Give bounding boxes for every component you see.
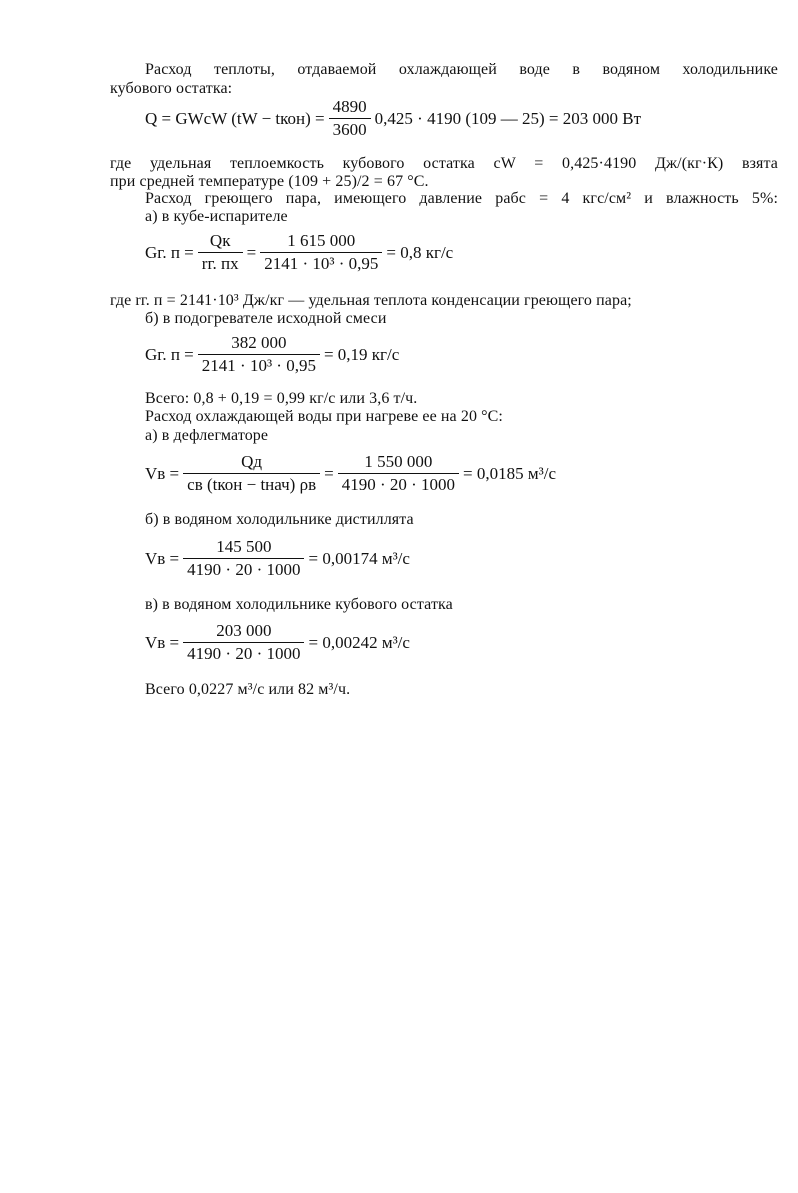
fraction <box>260 232 382 273</box>
paragraph-line: где rг. п = 2141·10³ Дж/кг — удельная теплота конденсации греющего пара; <box>110 292 632 309</box>
equation-lhs: Q = GWcW (tW − tкон) = <box>145 108 325 128</box>
paragraph-line: б) в подогревателе исходной смеси <box>145 310 387 327</box>
fraction-numerator: 1 615 000 <box>287 231 356 250</box>
fraction-numerator: 145 500 <box>216 537 272 556</box>
paragraph-line: а) в кубе-испарителе <box>145 208 288 225</box>
equation-rhs: = 0,19 кг/с <box>323 344 400 364</box>
paragraph-line: Расход охлаждающей воды при нагреве ее на 20 °С: <box>145 408 503 425</box>
paragraph-line: кубового остатка: <box>110 80 233 97</box>
fraction-denominator: 2141 · 10³ · 0,95 <box>260 252 382 273</box>
equation-water-dephlegmator <box>145 453 556 494</box>
fraction <box>198 334 320 375</box>
equation-heat-flow <box>145 98 641 139</box>
paragraph-line: Всего: 0,8 + 0,19 = 0,99 кг/с или 3,6 т/ч. <box>145 390 418 407</box>
paragraph-line: Расход теплоты, отдаваемой охлаждающей воде в водяном холодильнике <box>145 61 778 78</box>
fraction-denominator: rг. пx <box>198 252 243 273</box>
equation-lhs: Gг. п = <box>145 344 194 364</box>
fraction-numerator: 4890 <box>332 97 367 116</box>
equation-lhs: Gг. п = <box>145 242 194 262</box>
equation-water-bottoms <box>145 622 410 663</box>
equation-lhs: Vв = <box>145 463 180 483</box>
paragraph-line: а) в дефлегматоре <box>145 427 269 444</box>
fraction-numerator: Qк <box>209 231 231 250</box>
equation-equals: = <box>324 463 334 483</box>
fraction-denominator: 2141 · 10³ · 0,95 <box>198 354 320 375</box>
fraction <box>183 622 304 663</box>
equation-water-distillate <box>145 538 410 579</box>
fraction-denominator: 4190 · 20 · 1000 <box>338 473 459 494</box>
paragraph-line: б) в водяном холодильнике дистиллята <box>145 511 414 528</box>
paragraph-line: в) в водяном холодильнике кубового остатка <box>145 596 453 613</box>
equation-steam-reboiler <box>145 232 453 273</box>
fraction-denominator: 3600 <box>329 118 371 139</box>
fraction-numerator: 382 000 <box>231 333 287 352</box>
paragraph-line: при средней температуре (109 + 25)/2 = 67 °С. <box>110 173 429 190</box>
fraction <box>198 232 243 273</box>
fraction-denominator: 4190 · 20 · 1000 <box>183 642 304 663</box>
equation-lhs: Vв = <box>145 548 180 568</box>
fraction <box>338 453 459 494</box>
paragraph-line: Расход греющего пара, имеющего давление pабс = 4 кгс/см² и влажность 5%: <box>145 190 778 207</box>
fraction-numerator: Qд <box>241 452 263 471</box>
equation-rhs: = 0,0185 м³/с <box>463 463 556 483</box>
fraction <box>329 98 371 139</box>
paragraph-line: Всего 0,0227 м³/с или 82 м³/ч. <box>145 681 351 698</box>
fraction-denominator: 4190 · 20 · 1000 <box>183 558 304 579</box>
equation-lhs: Vв = <box>145 632 180 652</box>
fraction-denominator: cв (tкон − tнач) ρв <box>183 473 320 494</box>
equation-rhs: 0,425 · 4190 (109 — 25) = 203 000 Вт <box>374 108 641 128</box>
equation-rhs: = 0,00174 м³/с <box>308 548 410 568</box>
fraction-numerator: 1 550 000 <box>364 452 433 471</box>
equation-rhs: = 0,8 кг/с <box>386 242 454 262</box>
fraction-numerator: 203 000 <box>216 621 272 640</box>
equation-equals: = <box>246 242 257 262</box>
paragraph-line: где удельная теплоемкость кубового остатка cW = 0,425·4190 Дж/(кг·К) взята <box>110 155 778 172</box>
fraction <box>183 453 320 494</box>
equation-rhs: = 0,00242 м³/с <box>308 632 410 652</box>
fraction <box>183 538 304 579</box>
equation-steam-preheater <box>145 334 399 375</box>
